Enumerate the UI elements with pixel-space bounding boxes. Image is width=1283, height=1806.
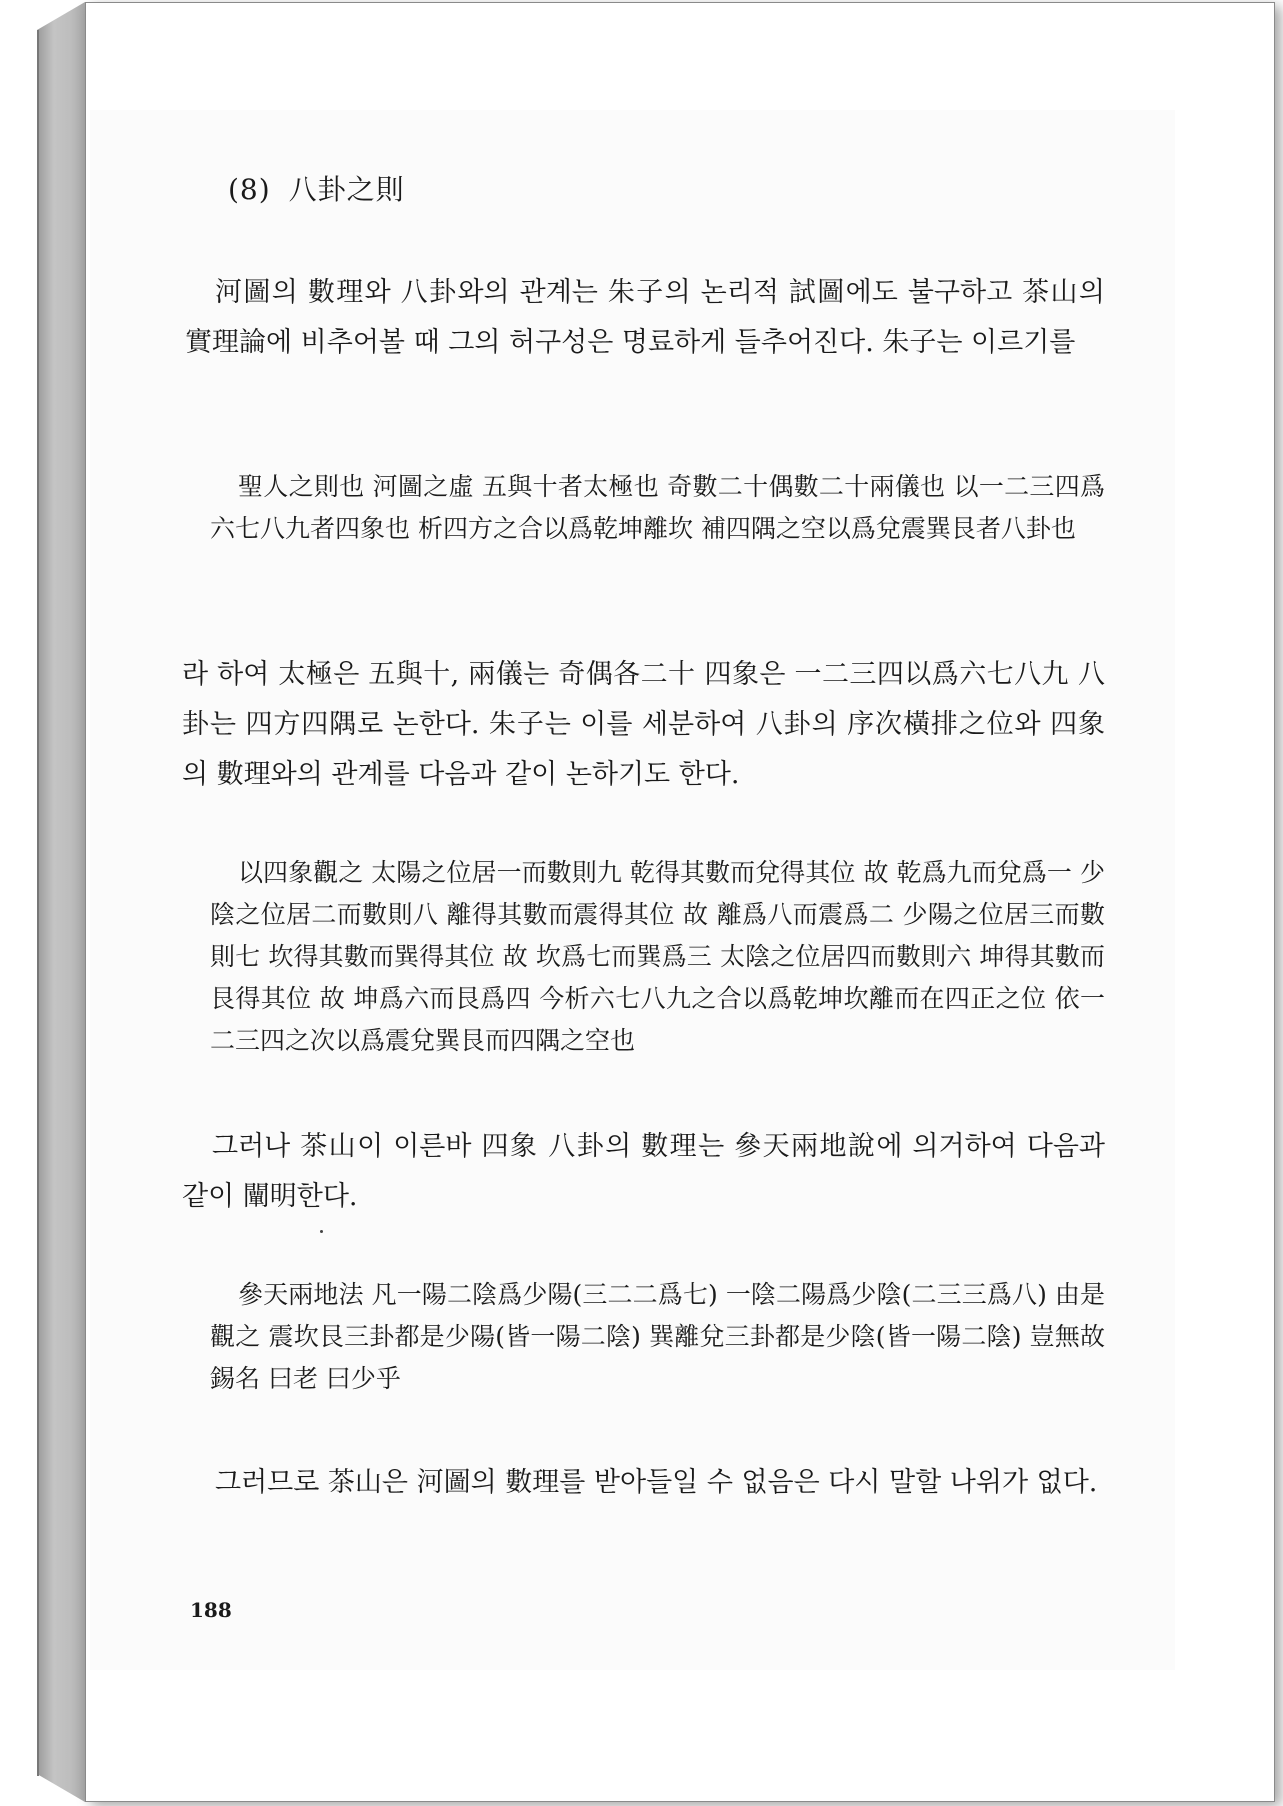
spine-edge bbox=[37, 30, 39, 1776]
quotation-1: 聖人之則也 河圖之虛 五與十者太極也 奇數二十偶數二十兩儀也 以一二三四爲六七八九者四象也 析四方之合以爲乾坤離坎 補四隅之空以爲兌震巽艮者八卦也 bbox=[210, 472, 1105, 543]
paragraph-1: 河圖의 數理와 八卦와의 관계는 朱子의 논리적 試圖에도 불구하고 茶山의 實理論에 비추어볼 때 그의 허구성은 명료하게 들추어진다. 朱子는 이르기를 bbox=[185, 277, 1105, 358]
paragraph-3: 그러나 茶山이 이른바 四象 八卦의 數理는 參天兩地說에 의거하여 다음과 같이 闡明한다. bbox=[182, 1131, 1105, 1212]
book-spine bbox=[37, 2, 85, 1802]
paragraph-4: 그러므로 茶山은 河圖의 數理를 받아들일 수 없음은 다시 말할 나위가 없다. bbox=[215, 1467, 1098, 1498]
quotation-2: 以四象觀之 太陽之位居一而數則九 乾得其數而兌得其位 故 乾爲九而兌爲一 少陰之位居二而數則八 離得其數而震得其位 故 離爲八而震爲二 少陽之位居三而數則七 坎得其數而巽得其位 故 坎爲七而巽爲三 太陰之位居四而數則六 坤得其數而艮得其位 故 坤爲六而艮爲四 今析六七八九之合以爲乾坤坎離而在四正之位 依一二三四之次以爲震兌巽艮而四隅之空也 bbox=[210, 858, 1105, 1055]
scan-speck bbox=[320, 1230, 323, 1233]
page-number: 188 bbox=[190, 1598, 232, 1622]
paragraph-2: 라 하여 太極은 五與十, 兩儀는 奇偶各二十 四象은 一二三四以爲六七八九 八卦는 四方四隅로 논한다. 朱子는 이를 세분하여 八卦의 序次橫排之位와 四象의 數理와의 관계를 다음과 같이 논하기도 한다. bbox=[182, 659, 1105, 790]
section-heading bbox=[228, 168, 1148, 208]
quotation-3: 參天兩地法 凡一陽二陰爲少陽(三二二爲七) 一陰二陽爲少陰(二三三爲八) 由是觀之 震坎艮三卦都是少陽(皆一陽二陰) 巽離兌三卦都是少陰(皆一陽二陰) 豈無故錫名 曰老 曰少乎 bbox=[210, 1280, 1105, 1393]
section-number: (8) bbox=[228, 173, 271, 206]
section-title: 八卦之則 bbox=[288, 173, 405, 206]
